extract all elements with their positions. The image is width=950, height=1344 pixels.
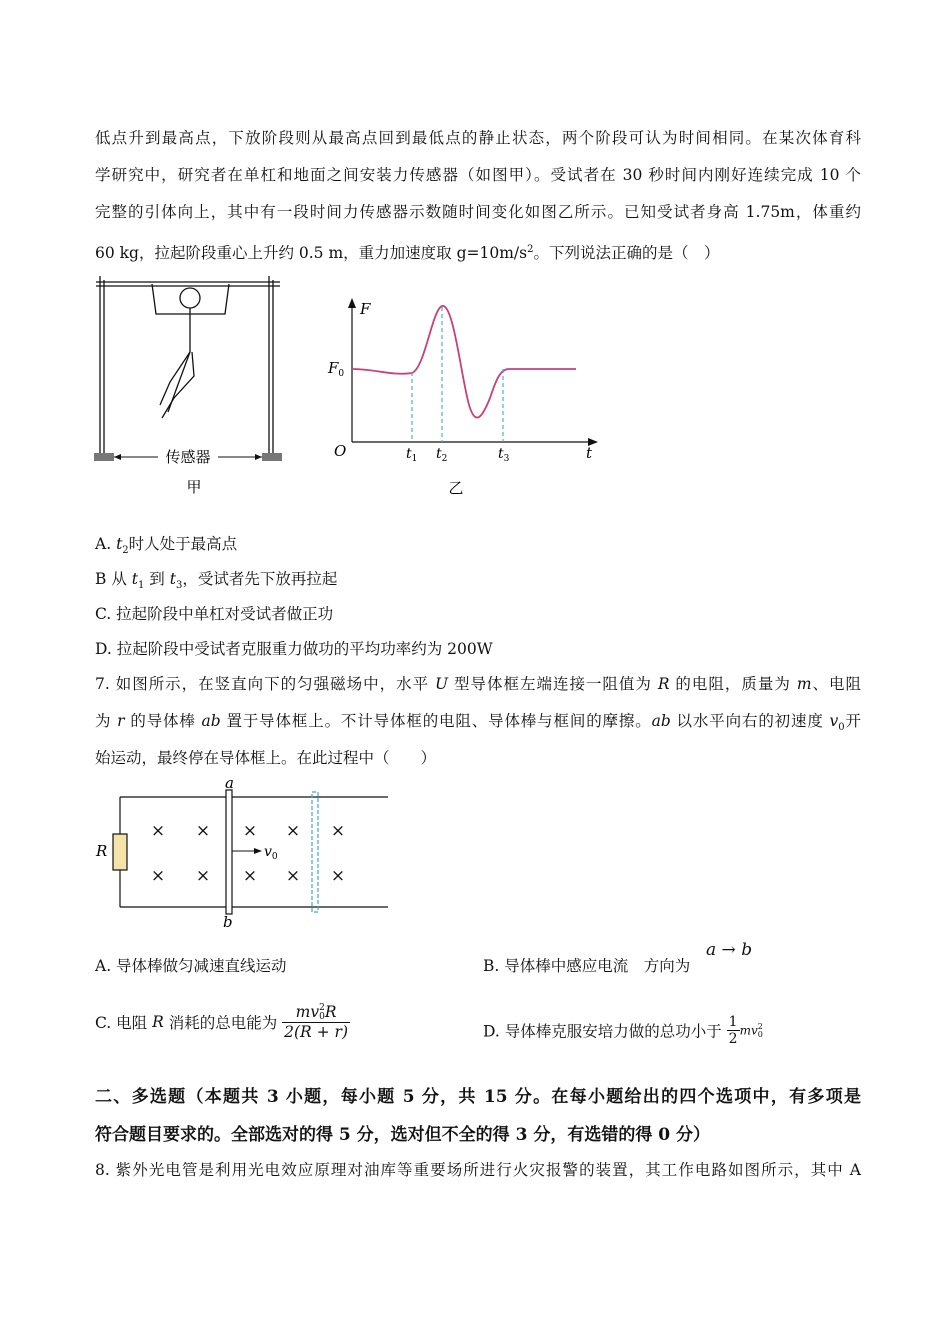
figure-caption-jia: 甲 — [186, 478, 202, 496]
field-cross: × — [285, 821, 301, 841]
figure-caption-yi: 乙 — [448, 479, 464, 497]
current-direction: a → b — [706, 940, 753, 960]
sensor-label: 传感器 — [165, 448, 211, 466]
figure-yi — [320, 290, 610, 502]
field-cross: × — [150, 821, 166, 841]
energy-fraction: mv 2 0 R 2(R + r) — [284, 1003, 349, 1041]
half-fraction: $\frac{1}{2}$ — [728, 1014, 738, 1047]
figure-jia — [90, 270, 295, 502]
resistor — [113, 834, 127, 870]
field-cross: × — [285, 866, 301, 886]
option-7c: C. 电阻 R 消耗的总电能为 mv 2 0 R 2(R + r) — [95, 1003, 349, 1041]
option-6a: A. $t_2$时人处于最高点 — [95, 535, 238, 557]
option-6c: C. 拉起阶段中单杠对受试者做正功 — [95, 605, 334, 623]
field-cross: × — [330, 866, 346, 886]
t2-label: $t_2$ — [436, 446, 448, 464]
q6-line-3: 完整的引体向上，其中有一段时间力传感器示数随时间变化如图乙所示。已知受试者身高 1.75m，体重约 — [95, 203, 861, 221]
q7-line-3: 始运动，最终停在导体框上。在此过程中（ ） — [95, 749, 437, 767]
force-curve — [352, 306, 576, 418]
field-cross: × — [242, 866, 258, 886]
option-7b: B. 导体棒中感应电流 方向为 — [483, 957, 691, 975]
superscript: 2 — [527, 244, 534, 255]
rod-end-a: a — [225, 774, 234, 792]
field-cross: × — [330, 821, 346, 841]
option-7a: A. 导体棒做匀减速直线运动 — [95, 957, 287, 975]
q8-line-1: 8. 紫外光电管是利用光电效应原理对油库等重要场所进行火灾报警的装置，其工作电路如图所示，其中 A — [95, 1161, 861, 1179]
conductor-rod — [226, 790, 232, 914]
option-7d: D. 导体棒克服安培力做的总功小于 $\frac{1}{2}$ mv 2 0 — [483, 1014, 763, 1047]
section-2-heading-line-2: 符合题目要求的。全部选对的得 5 分，选对但不全的得 3 分，有选错的得 0 分） — [95, 1125, 710, 1145]
origin-label: O — [334, 442, 347, 460]
field-cross: × — [195, 866, 211, 886]
field-cross: × — [242, 821, 258, 841]
option-6b: B 从 $t_1$ 到 $t_3$，受试者先下放再拉起 — [95, 570, 338, 592]
f0-label: $F_0$ — [328, 359, 345, 379]
q6-line-4: 60 kg，拉起阶段重心上升约 0.5 m，重力加速度取 $g=10m/s^2$。下列说法正确的是（ ） — [95, 244, 720, 263]
resistor-label: R — [96, 842, 108, 860]
q7-line-1: 7. 如图所示，在竖直向下的匀强磁场中，水平 U 型导体框左端连接一阻值为 R 的电阻，质量为 m、电阻 — [95, 675, 861, 693]
field-cross: × — [150, 866, 166, 886]
option-6d: D. 拉起阶段中受试者克服重力做功的平均功率约为 200W — [95, 640, 493, 658]
t1-label: $t_1$ — [406, 446, 418, 464]
q6-line-2: 学研究中，研究者在单杠和地面之间安装力传感器（如图甲）。受试者在 30 秒时间内刚好连续完成 10 个 — [95, 166, 861, 184]
final-rod-position — [312, 792, 318, 912]
rod-end-b: b — [223, 913, 233, 930]
x-axis-label: t — [586, 444, 593, 462]
t3-label: $t_3$ — [498, 446, 510, 464]
q6-line-1: 低点升到最高点，下放阶段则从最高点回到最低点的静止状态，两个阶段可认为时间相同。在某次体育科 — [95, 129, 861, 147]
section-2-heading-line-1: 二、多选题（本题共 3 小题，每小题 5 分，共 15 分。在每小题给出的四个选项中，有多项是 — [95, 1087, 861, 1107]
velocity-label: $v_0$ — [264, 844, 278, 862]
figure-q7-circuit — [90, 774, 400, 930]
y-axis-label: F — [360, 300, 371, 318]
q7-line-2: 为 r 的导体棒 ab 置于导体框上。不计导体框的电阻、导体棒与框间的摩擦。ab 以水平向右的初速度 $v_0$开 — [95, 712, 861, 734]
field-cross: × — [195, 821, 211, 841]
